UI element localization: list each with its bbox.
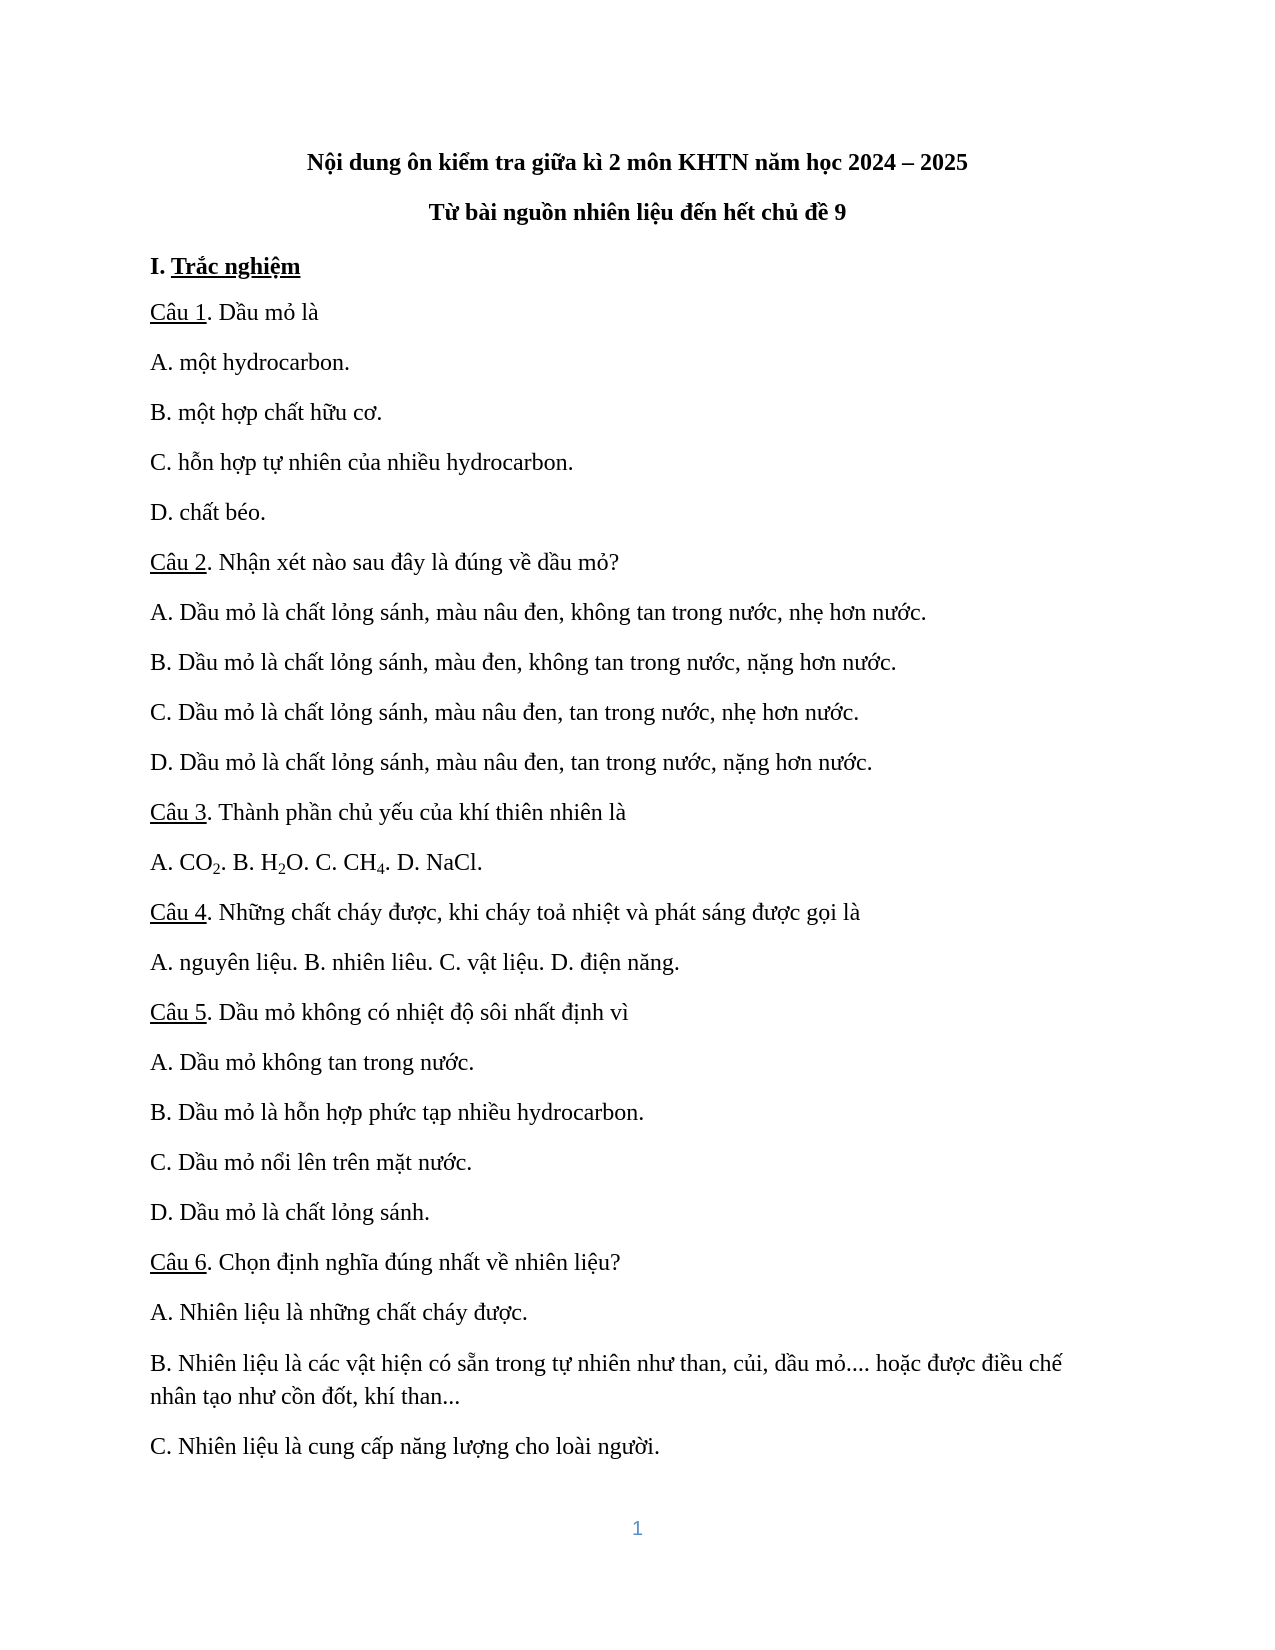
question-text: . Dầu mỏ không có nhiệt độ sôi nhất định vì: [206, 1000, 629, 1026]
q1-option-b: B. một hợp chất hữu cơ.: [150, 400, 383, 426]
q1-option-c: C. hỗn hợp tự nhiên của nhiều hydrocarbon.: [150, 450, 574, 476]
q3-a-subscript: 2: [212, 861, 221, 878]
q4-options: A. nguyên liệu. B. nhiên liêu. C. vật liệu. D. điện năng.: [150, 950, 680, 976]
document-body: [150, 252, 1090, 1482]
q6-option-a: A. Nhiên liệu là những chất cháy được.: [150, 1300, 528, 1326]
q1-option-a: A. một hydrocarbon.: [150, 350, 350, 376]
question-label: Câu 4: [150, 900, 207, 926]
q5-option-a: A. Dầu mỏ không tan trong nước.: [150, 1050, 475, 1076]
q6-option-c: C. Nhiên liệu là cung cấp năng lượng cho loài người.: [150, 1434, 660, 1460]
q3-b-post: O. C. CH: [286, 850, 377, 876]
question-text: . Dầu mỏ là: [206, 300, 319, 326]
q3-b-subscript: 2: [278, 861, 287, 878]
section-heading: [150, 252, 1090, 282]
question-4: [150, 898, 1090, 928]
q6-option-b: B. Nhiên liệu là các vật hiện có sẵn trong tự nhiên như than, củi, dầu mỏ.... hoặc được điều chế nhân tạo như cồn đốt, khí than...: [150, 1351, 1063, 1410]
question-label: Câu 3: [150, 800, 207, 826]
section-number: I.: [150, 254, 166, 280]
document-subtitle: Từ bài nguồn nhiên liệu đến hết chủ đề 9: [428, 200, 847, 226]
document-title: Nội dung ôn kiểm tra giữa kì 2 môn KHTN năm học 2024 – 2025: [306, 150, 969, 176]
q2-option-c: C. Dầu mỏ là chất lỏng sánh, màu nâu đen, tan trong nước, nhẹ hơn nước.: [150, 700, 860, 726]
question-1: [150, 298, 1090, 328]
q3-rest: . D. NaCl.: [384, 850, 483, 876]
q3-a-text: A. CO: [150, 850, 213, 876]
question-text: . Thành phần chủ yếu của khí thiên nhiên là: [206, 800, 627, 826]
q3-options: [150, 848, 1090, 878]
q2-option-d: D. Dầu mỏ là chất lỏng sánh, màu nâu đen, tan trong nước, nặng hơn nước.: [150, 750, 873, 776]
question-text: . Chọn định nghĩa đúng nhất về nhiên liệu?: [206, 1250, 621, 1276]
question-label: Câu 6: [150, 1250, 207, 1276]
q5-option-b: B. Dầu mỏ là hỗn hợp phức tạp nhiều hydrocarbon.: [150, 1100, 645, 1126]
q1-option-d: D. chất béo.: [150, 500, 266, 526]
q5-option-c: C. Dầu mỏ nổi lên trên mặt nước.: [150, 1150, 473, 1176]
q5-option-d: D. Dầu mỏ là chất lỏng sánh.: [150, 1200, 430, 1226]
question-5: [150, 998, 1090, 1028]
page-number: 1: [631, 1518, 644, 1540]
question-label: Câu 5: [150, 1000, 207, 1026]
question-6: [150, 1248, 1090, 1278]
question-label: Câu 1: [150, 300, 207, 326]
question-label: Câu 2: [150, 550, 207, 576]
question-2: [150, 548, 1090, 578]
q2-option-b: B. Dầu mỏ là chất lỏng sánh, màu đen, không tan trong nước, nặng hơn nước.: [150, 650, 897, 676]
q3-b-text: . B. H: [220, 850, 279, 876]
q2-option-a: A. Dầu mỏ là chất lỏng sánh, màu nâu đen, không tan trong nước, nhẹ hơn nước.: [150, 600, 927, 626]
question-text: . Những chất cháy được, khi cháy toả nhiệt và phát sáng được gọi là: [206, 900, 861, 926]
section-title: Trắc nghiệm: [170, 254, 301, 280]
question-3: [150, 798, 1090, 828]
question-text: . Nhận xét nào sau đây là đúng về dầu mỏ?: [206, 550, 620, 576]
q3-c-subscript: 4: [376, 861, 385, 878]
